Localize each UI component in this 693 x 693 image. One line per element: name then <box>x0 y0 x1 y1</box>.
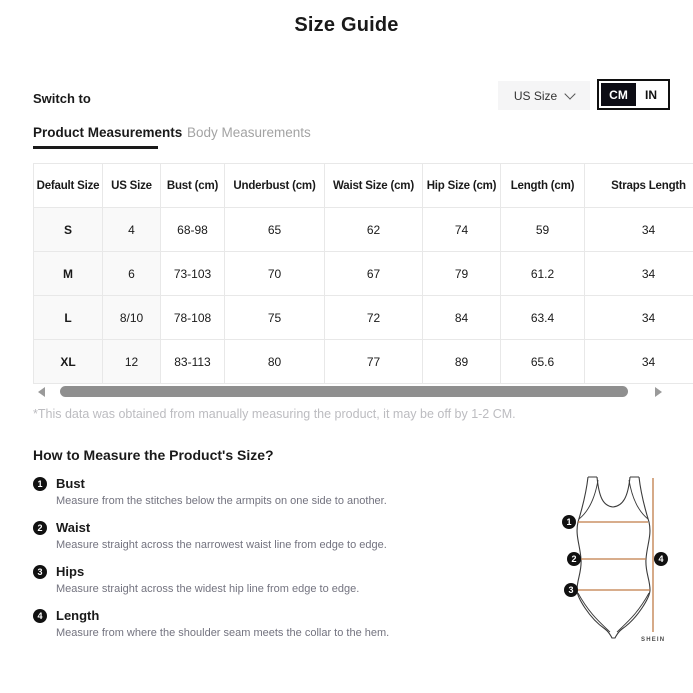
cell-straps: 34 <box>585 252 693 296</box>
col-header-hip: Hip Size (cm) <box>423 164 501 208</box>
col-header-waist: Waist Size (cm) <box>325 164 423 208</box>
table-row <box>34 208 693 252</box>
diagram-marker-hips: 3 <box>564 583 578 597</box>
cell-length: 61.2 <box>501 252 585 296</box>
col-header-bust: Bust (cm) <box>161 164 225 208</box>
unit-cm-button[interactable]: CM <box>601 83 636 106</box>
cell-hip: 84 <box>423 296 501 340</box>
measure-description: Measure straight across the narrowest waist line from edge to edge. <box>56 539 387 551</box>
cell-size: S <box>34 208 103 252</box>
cell-hip: 79 <box>423 252 501 296</box>
how-to-measure-heading: How to Measure the Product's Size? <box>33 447 274 463</box>
cell-us-size: 12 <box>103 340 161 384</box>
cell-us-size: 4 <box>103 208 161 252</box>
measure-label: Hips <box>56 564 85 579</box>
scroll-left-icon[interactable] <box>38 387 45 397</box>
measure-description: Measure from where the shoulder seam meets the collar to the hem. <box>56 627 390 639</box>
diagram-marker-length: 4 <box>654 552 668 566</box>
size-system-dropdown[interactable] <box>498 81 590 110</box>
measure-label: Bust <box>56 476 85 491</box>
swimsuit-measurement-diagram <box>545 455 693 655</box>
col-header-default-size: Default Size <box>34 164 103 208</box>
size-table <box>33 163 693 384</box>
list-item <box>33 476 513 508</box>
page-title: Size Guide <box>294 14 399 36</box>
cell-underbust: 70 <box>225 252 325 296</box>
list-item <box>33 608 513 640</box>
list-item <box>33 520 513 552</box>
cell-size: L <box>34 296 103 340</box>
horizontal-scrollbar-thumb[interactable] <box>60 386 628 397</box>
cell-underbust: 80 <box>225 340 325 384</box>
switch-to-label: Switch to <box>33 91 91 106</box>
table-header-row <box>34 164 693 208</box>
cell-size: M <box>34 252 103 296</box>
measurement-disclaimer: *This data was obtained from manually measuring the product, it may be off by 1-2 CM. <box>33 407 516 421</box>
cell-size: XL <box>34 340 103 384</box>
scroll-right-icon[interactable] <box>655 387 662 397</box>
cell-length: 59 <box>501 208 585 252</box>
cell-length: 65.6 <box>501 340 585 384</box>
diagram-marker-waist: 2 <box>567 552 581 566</box>
cell-bust: 83-113 <box>161 340 225 384</box>
active-tab-underline <box>33 146 158 149</box>
cell-bust: 78-108 <box>161 296 225 340</box>
col-header-length: Length (cm) <box>501 164 585 208</box>
measure-description: Measure straight across the widest hip line from edge to edge. <box>56 583 360 595</box>
measure-label: Length <box>56 608 100 623</box>
step-number-badge: 4 <box>33 609 47 623</box>
cell-us-size: 8/10 <box>103 296 161 340</box>
brand-logo-text: SHEIN <box>641 637 666 643</box>
cell-waist: 77 <box>325 340 423 384</box>
size-table-scroll-area[interactable] <box>33 163 693 385</box>
cell-us-size: 6 <box>103 252 161 296</box>
step-number-badge: 3 <box>33 565 47 579</box>
step-number-badge: 2 <box>33 521 47 535</box>
step-number-badge: 1 <box>33 477 47 491</box>
unit-toggle <box>597 79 670 110</box>
measure-label: Waist <box>56 520 91 535</box>
cell-length: 63.4 <box>501 296 585 340</box>
cell-waist: 72 <box>325 296 423 340</box>
cell-bust: 68-98 <box>161 208 225 252</box>
size-system-selected-value: US Size <box>513 88 558 103</box>
cell-waist: 67 <box>325 252 423 296</box>
list-item <box>33 564 513 596</box>
tab-product-measurements[interactable]: Product Measurements <box>33 125 183 140</box>
unit-in-button[interactable]: IN <box>645 87 657 102</box>
cell-straps: 34 <box>585 296 693 340</box>
cell-bust: 73-103 <box>161 252 225 296</box>
table-row <box>34 296 693 340</box>
measure-description: Measure from the stitches below the armpits on one side to another. <box>56 495 387 507</box>
cell-waist: 62 <box>325 208 423 252</box>
table-row <box>34 252 693 296</box>
col-header-underbust: Underbust (cm) <box>225 164 325 208</box>
col-header-straps-length: Straps Length <box>585 164 693 208</box>
diagram-marker-bust: 1 <box>562 515 576 529</box>
chevron-down-icon <box>565 88 576 99</box>
cell-hip: 74 <box>423 208 501 252</box>
cell-underbust: 65 <box>225 208 325 252</box>
col-header-us-size: US Size <box>103 164 161 208</box>
cell-straps: 34 <box>585 208 693 252</box>
cell-hip: 89 <box>423 340 501 384</box>
table-row <box>34 340 693 384</box>
cell-straps: 34 <box>585 340 693 384</box>
cell-underbust: 75 <box>225 296 325 340</box>
tab-body-measurements[interactable]: Body Measurements <box>187 125 311 140</box>
measure-instructions-list <box>33 476 513 652</box>
